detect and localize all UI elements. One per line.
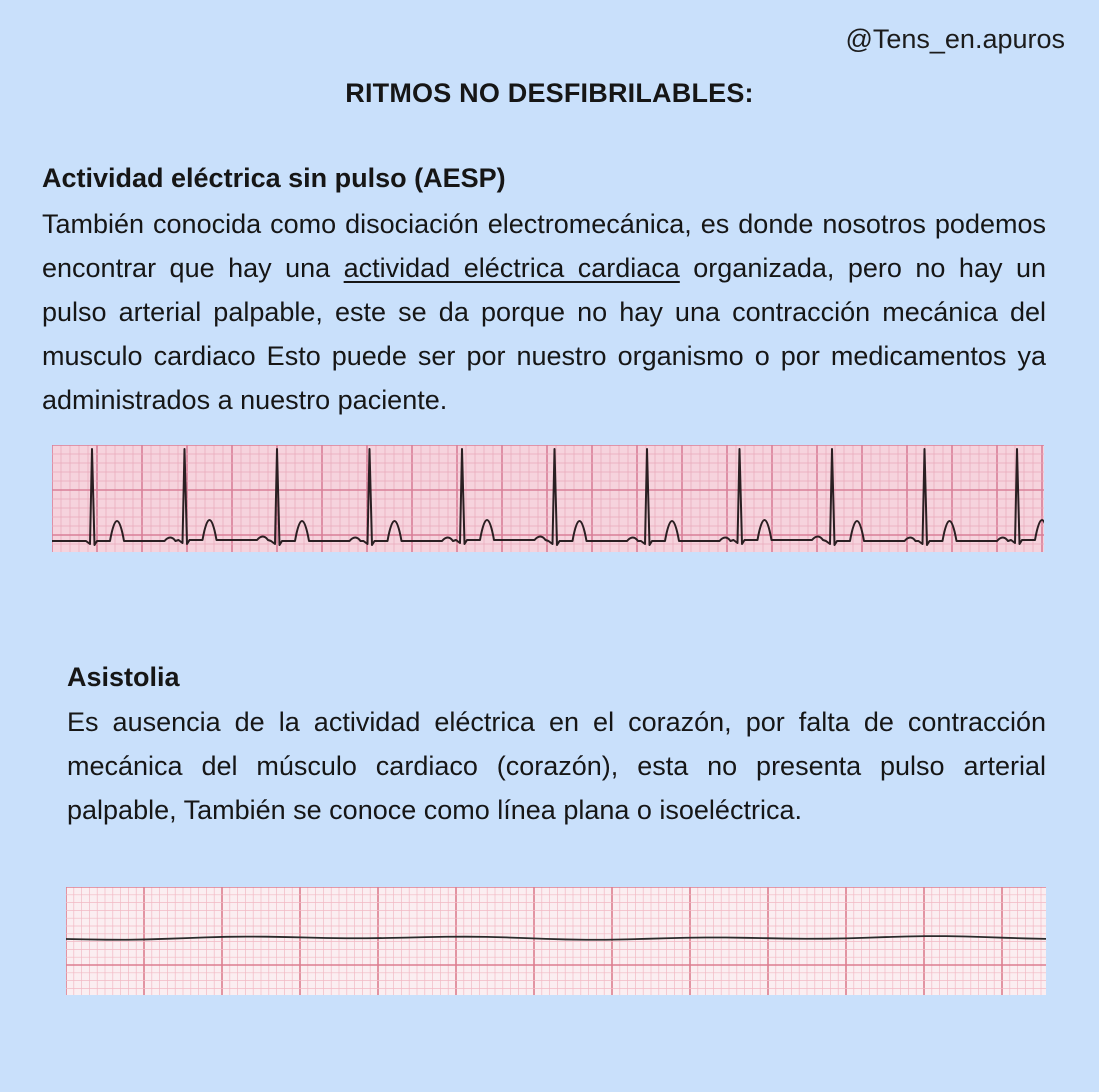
aesp-ecg-strip — [52, 445, 1044, 552]
ecg-paper — [66, 887, 1046, 995]
aesp-underlined-term: actividad eléctrica cardiaca — [343, 253, 680, 283]
ecg-paper — [52, 445, 1044, 552]
asistolia-ecg-strip — [66, 887, 1046, 995]
page-title: RITMOS NO DESFIBRILABLES: — [345, 78, 754, 108]
asistolia-heading: Asistolia — [67, 662, 180, 692]
aesp-heading: Actividad eléctrica sin pulso (AESP) — [42, 163, 506, 193]
aesp-text-start: También conocida como disociación electromecánica, es donde nosotros podemos encontrar que hay una — [42, 209, 1046, 283]
account-handle: @Tens_en.apuros — [845, 24, 1065, 54]
aesp-description — [42, 202, 1046, 422]
aesp-text-end: organizada, pero no hay un pulso arterial palpable, este se da porque no hay una contracción mecánica del musculo cardiaco Esto puede ser por nuestro organismo o por medicamentos ya administrados a nuestro paciente. — [42, 253, 1046, 415]
asistolia-description: Es ausencia de la actividad eléctrica en el corazón, por falta de contracción mecánica del músculo cardiaco (corazón), esta no presenta pulso arterial palpable, También se conoce como línea plana o isoeléctrica. — [67, 707, 1046, 825]
